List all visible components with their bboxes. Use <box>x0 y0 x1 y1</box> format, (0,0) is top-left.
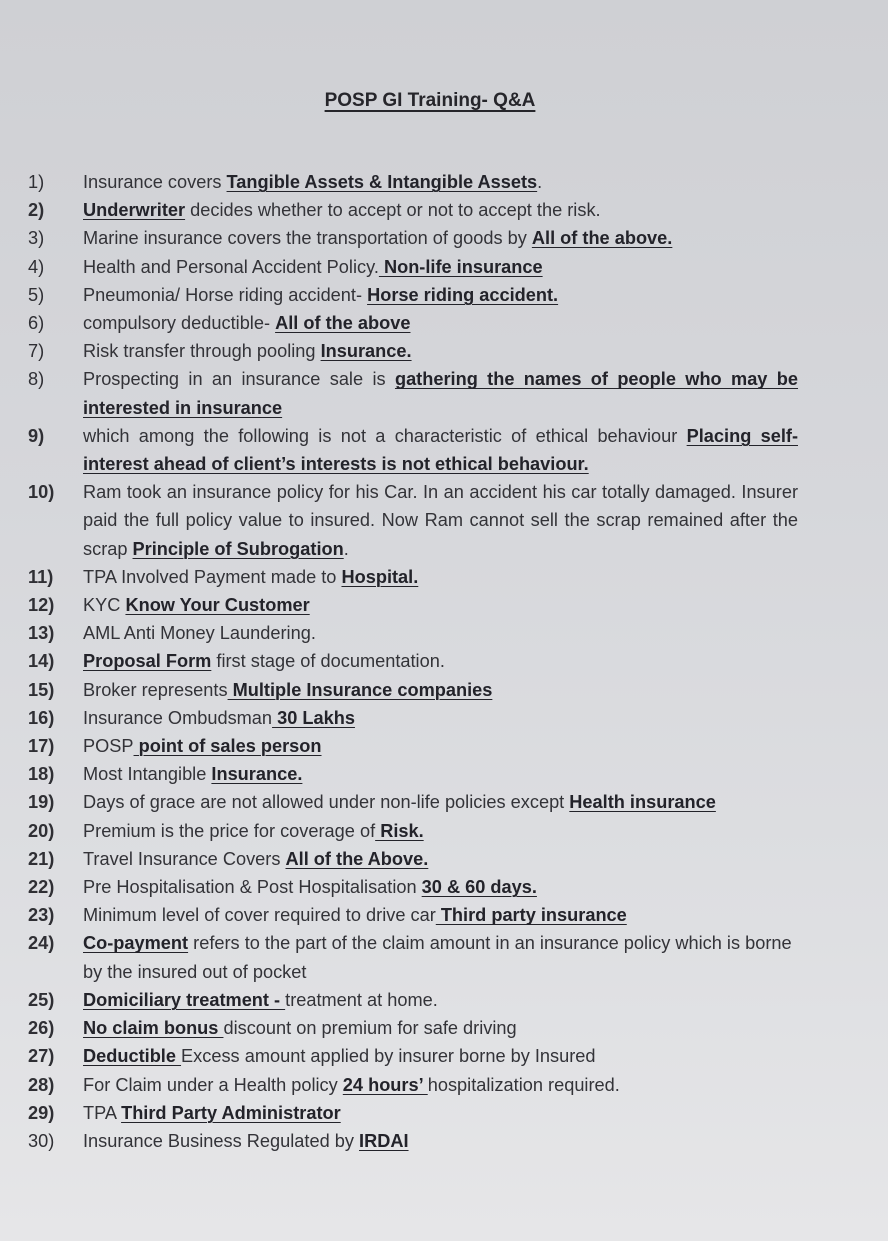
qa-number: 27) <box>28 1046 55 1067</box>
qa-number: 7) <box>28 341 45 362</box>
qa-answer: Co-payment <box>83 933 189 954</box>
qa-trailing-text: treatment at home. <box>285 989 438 1010</box>
qa-question-text: Broker represents <box>83 679 228 700</box>
qa-question-text: Premium is the price for coverage of <box>83 820 376 841</box>
qa-item <box>28 873 798 901</box>
qa-answer: point of sales person <box>133 736 322 757</box>
qa-number: 23) <box>28 905 55 926</box>
qa-answer: Principle of Subrogation <box>132 538 344 559</box>
qa-number: 28) <box>28 1074 55 1095</box>
qa-item <box>28 647 798 675</box>
qa-item <box>28 309 798 337</box>
qa-answer: Risk. <box>375 820 424 841</box>
qa-item <box>28 281 798 309</box>
qa-number: 2) <box>28 200 45 221</box>
qa-item <box>28 845 798 873</box>
qa-answer: All of the above. <box>531 228 673 249</box>
qa-question-text: Health and Personal Accident Policy. <box>83 256 379 277</box>
qa-item <box>28 676 798 704</box>
qa-question-text: which among the following is not a characteristic of ethical behaviour <box>83 425 687 446</box>
qa-question-text: Insurance Business Regulated by <box>83 1130 360 1151</box>
qa-answer: Hospital. <box>341 566 419 587</box>
qa-number: 26) <box>28 1018 55 1039</box>
qa-answer: Know Your Customer <box>125 595 310 616</box>
qa-question-text: Minimum level of cover required to drive car <box>83 905 436 926</box>
qa-question-text: Insurance covers <box>83 172 227 192</box>
qa-number: 22) <box>28 877 55 898</box>
qa-item <box>28 1042 798 1070</box>
qa-answer: Multiple Insurance companies <box>227 679 493 700</box>
qa-number: 21) <box>28 848 55 869</box>
qa-question-text: Prospecting in an insurance sale is <box>83 369 395 390</box>
page-title: POSP GI Training- Q&A <box>324 90 536 111</box>
qa-number: 20) <box>28 820 55 841</box>
qa-number: 12) <box>28 595 55 616</box>
qa-number: 10) <box>28 482 55 503</box>
qa-number: 25) <box>28 989 55 1010</box>
qa-trailing-text: first stage of documentation. <box>211 651 445 672</box>
qa-item <box>28 732 798 760</box>
qa-question-text: TPA Involved Payment made to <box>83 566 342 587</box>
qa-trailing-text: hospitalization required. <box>427 1074 620 1095</box>
qa-number: 16) <box>28 707 55 728</box>
qa-number: 5) <box>28 284 45 305</box>
qa-number: 14) <box>28 651 55 672</box>
qa-question-text: Travel Insurance Covers <box>83 848 286 869</box>
qa-answer: Proposal Form <box>83 651 212 672</box>
qa-trailing-text: discount on premium for safe driving <box>223 1018 517 1039</box>
qa-item <box>28 986 798 1014</box>
qa-item <box>28 1099 798 1127</box>
qa-question-text: POSP <box>83 736 134 757</box>
qa-item <box>28 591 798 619</box>
qa-answer: Deductible <box>83 1046 182 1067</box>
qa-answer: Insurance. <box>211 764 303 785</box>
qa-item <box>28 1127 798 1155</box>
qa-item <box>28 760 798 788</box>
qa-item <box>28 929 798 985</box>
qa-number: 4) <box>28 256 45 277</box>
qa-number: 9) <box>28 425 45 446</box>
qa-item <box>28 365 798 421</box>
qa-answer: Third party insurance <box>435 905 627 926</box>
qa-question-text: Pneumonia/ Horse riding accident- <box>83 284 368 305</box>
qa-number: 29) <box>28 1102 55 1123</box>
qa-number: 19) <box>28 792 55 813</box>
qa-question-text: KYC <box>83 595 126 616</box>
qa-item <box>28 224 798 252</box>
qa-trailing-text: . <box>343 538 349 559</box>
qa-item <box>28 196 798 224</box>
qa-item <box>28 704 798 732</box>
qa-question-text: Pre Hospitalisation & Post Hospitalisation <box>83 877 422 898</box>
qa-item <box>28 619 798 647</box>
qa-number: 24) <box>28 933 55 954</box>
qa-question-text: Days of grace are not allowed under non-life policies except <box>83 792 570 813</box>
qa-question-text: AML Anti Money Laundering. <box>83 623 316 644</box>
qa-trailing-text: . <box>537 172 543 192</box>
qa-item <box>28 901 798 929</box>
qa-answer: Domiciliary treatment - <box>83 989 286 1010</box>
qa-item <box>28 1071 798 1099</box>
qa-answer: Placing self-interest ahead of client’s interests is not ethical behaviour. <box>83 425 798 475</box>
qa-question-text: TPA <box>83 1102 122 1123</box>
qa-number: 17) <box>28 736 55 757</box>
qa-number: 8) <box>28 369 45 390</box>
qa-answer: Health insurance <box>569 792 716 813</box>
qa-question-text: Insurance Ombudsman <box>83 707 273 728</box>
qa-item <box>28 168 798 196</box>
qa-answer: 24 hours’ <box>342 1074 428 1095</box>
qa-number: 3) <box>28 228 45 249</box>
qa-trailing-text: decides whether to accept or not to accept the risk. <box>185 200 601 221</box>
qa-answer: IRDAI <box>359 1130 409 1151</box>
qa-list <box>28 168 798 1155</box>
qa-item <box>28 563 798 591</box>
qa-question-text: compulsory deductible- <box>83 313 276 334</box>
qa-trailing-text: refers to the part of the claim amount in an insurance policy which is borne by the insured out of pocket <box>83 933 792 982</box>
qa-answer: All of the above <box>275 313 411 334</box>
qa-answer: Tangible Assets & Intangible Assets <box>226 172 538 192</box>
qa-answer: gathering the names of people who may be interested in insurance <box>83 369 799 418</box>
qa-item <box>28 817 798 845</box>
qa-item <box>28 337 798 365</box>
qa-number: 18) <box>28 764 55 785</box>
qa-item <box>28 788 798 816</box>
qa-number: 11) <box>28 566 54 587</box>
qa-number: 15) <box>28 679 55 700</box>
qa-item <box>28 422 798 478</box>
qa-question-text: Most Intangible <box>83 764 212 785</box>
qa-answer: 30 & 60 days. <box>421 877 537 898</box>
qa-answer: Non-life insurance <box>378 256 543 277</box>
qa-item <box>28 253 798 281</box>
qa-answer: 30 Lakhs <box>272 707 355 728</box>
qa-question-text: Ram took an insurance policy for his Car. In an accident his car totally damaged. Insurer paid the full policy value to insured. Now Ram cannot sell the scrap remained after the scrap <box>83 482 798 559</box>
qa-trailing-text: Excess amount applied by insurer borne by Insured <box>181 1046 596 1067</box>
qa-item <box>28 1014 798 1042</box>
qa-answer: Underwriter <box>83 200 186 221</box>
qa-answer: No claim bonus <box>83 1018 224 1039</box>
qa-number: 6) <box>28 313 45 334</box>
qa-answer: All of the Above. <box>285 848 429 869</box>
qa-question-text: Risk transfer through pooling <box>83 341 321 362</box>
qa-number: 13) <box>28 623 55 644</box>
qa-question-text: For Claim under a Health policy <box>83 1074 343 1095</box>
qa-number: 1) <box>28 172 45 192</box>
qa-item <box>28 478 798 563</box>
qa-answer: Horse riding accident. <box>367 284 559 305</box>
qa-answer: Insurance. <box>320 341 412 362</box>
qa-question-text: Marine insurance covers the transportation of goods by <box>83 228 532 249</box>
qa-number: 30) <box>28 1130 55 1151</box>
qa-answer: Third Party Administrator <box>121 1102 341 1123</box>
